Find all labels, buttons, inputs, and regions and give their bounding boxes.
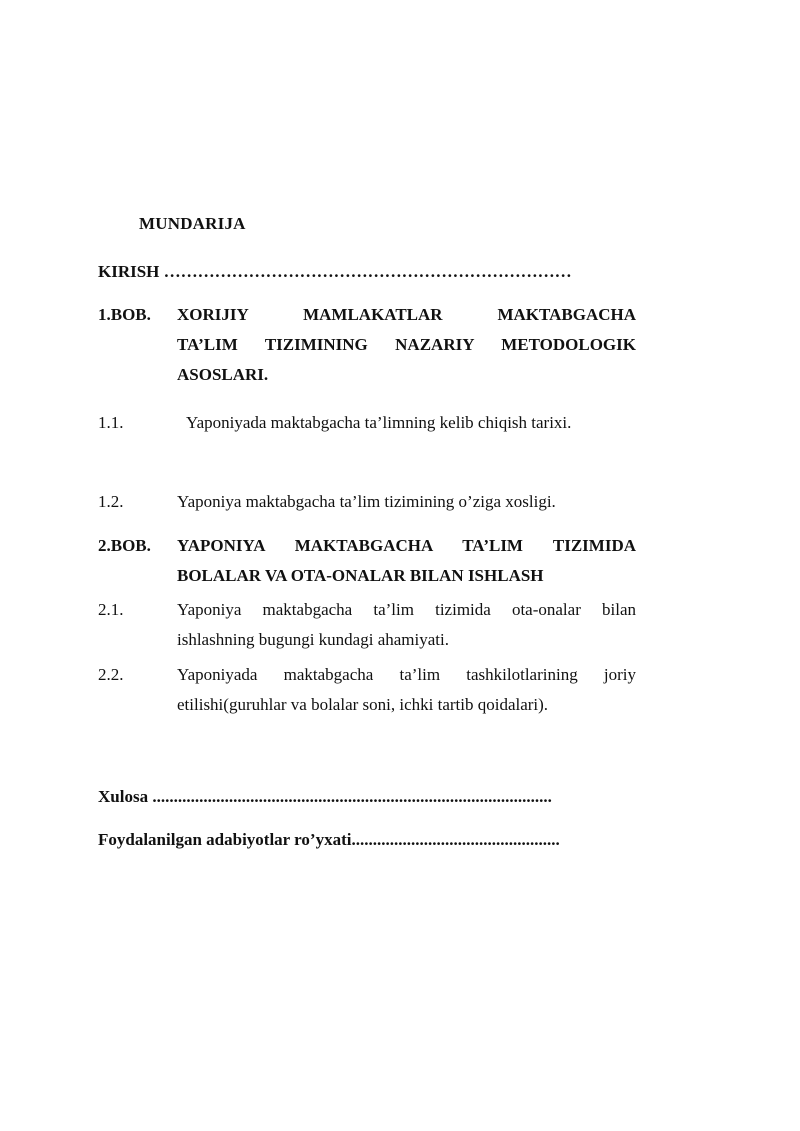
chapter-1-title-line: ASOSLARI. [177,365,269,384]
section-2-1-line: Yaponiya maktabgacha ta’lim tizimida ota-onalar bilan [177,600,636,619]
chapter-2-title [177,531,636,591]
chapter-2-title-line: YAPONIYA MAKTABGACHA TA’LIM TIZIMIDA [177,536,636,555]
section-1-1-title [186,408,645,438]
toc-entry-xulosa: Xulosa .............................................................................................. [98,787,552,806]
toc-entry-references: Foydalanilgan adabiyotlar ro’yxati................................................. [98,830,560,849]
chapter-1-title-line: TA’LIM TIZIMINING NAZARIY METODOLOGIK [177,335,636,354]
section-2-2-line: etilishi(guruhlar va bolalar soni, ichki tartib qoidalari). [177,695,549,714]
toc-entry-kirish: KIRISH ……………………………………………………………… [98,262,572,281]
section-2-2-line: Yaponiyada maktabgacha ta’lim tashkilotlarining joriy [177,665,636,684]
section-1-2-title [177,487,636,517]
chapter-2-number: 2.BOB. [98,536,151,555]
section-2-2-number: 2.2. [98,665,124,684]
section-2-1-line: ishlashning bugungi kundagi ahamiyati. [177,630,449,649]
section-1-2-line: Yaponiya maktabgacha ta’lim tizimining o’ziga xosligi. [177,492,556,511]
chapter-1-number: 1.BOB. [98,305,151,324]
section-1-1-line: Yaponiyada maktabgacha ta’limning kelib chiqish tarixi. [186,413,572,432]
chapter-1-title [177,300,636,390]
section-2-1-number: 2.1. [98,600,124,619]
chapter-2-title-line: BOLALAR VA OTA-ONALAR BILAN ISHLASH [177,566,544,585]
section-2-2-title [177,660,636,720]
section-1-1-number: 1.1. [98,413,124,432]
section-2-1-title [177,595,636,655]
section-1-2-number: 1.2. [98,492,124,511]
chapter-1-title-line: XORIJIY MAMLAKATLAR MAKTABGACHA [177,305,636,324]
page-title: MUNDARIJA [139,214,246,233]
